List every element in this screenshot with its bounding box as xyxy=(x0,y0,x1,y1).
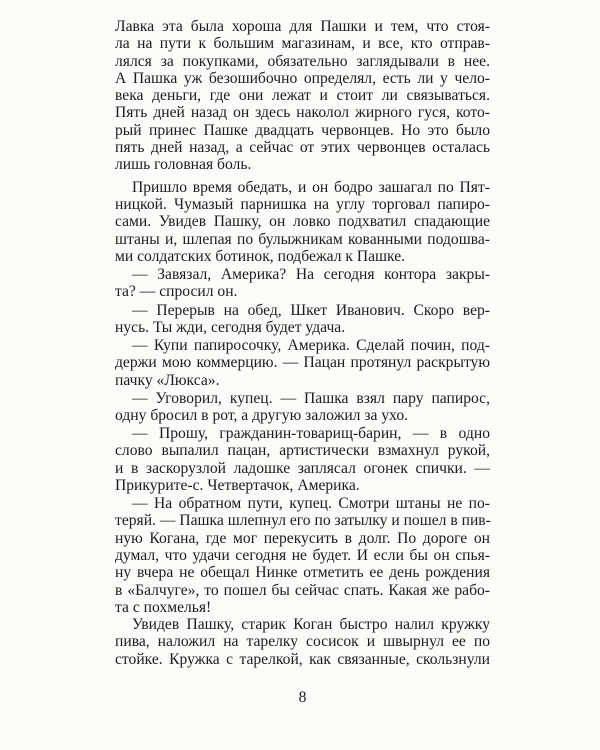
text-line: — Купи папиросочку, Америка. Сделай почин, под- xyxy=(132,336,490,354)
text-line: та с похмелья! xyxy=(115,598,212,616)
text-line: — Уговорил, купец. — Пашка взял пару папирос, xyxy=(132,389,490,407)
text-line: Прикурите-с. Четвертачок, Америка. xyxy=(115,477,360,494)
text-line: ну вчера не обещал Нинке отметить ее день рождения xyxy=(115,564,490,582)
text-line: пачку «Люкса». xyxy=(115,371,220,389)
text-line: Пять дней назад он здесь наколол жирного гуся, кото- xyxy=(115,104,490,122)
text-line: лялся за покупками, обязательно заглядывали в нее. xyxy=(115,52,490,70)
text-line: ми солдатских ботинок, подбежал к Пашке. xyxy=(115,247,406,265)
text-line: ную Когана, где мог перекусить в долг. По дороге он xyxy=(115,529,490,547)
text-line: стойке. Кружка с тарелкой, как связанные, скользнули xyxy=(115,650,490,668)
text-line: века деньги, где они лежат и стоит ли связываться. xyxy=(115,87,490,105)
text-line: рый принес Пашке двадцать червонцев. Но это было xyxy=(115,121,490,139)
text-line: — Завязал, Америка? На сегодня контора закры- xyxy=(132,266,490,284)
text-line: ла на пути к большим магазинам, и все, кто отправ- xyxy=(115,35,490,53)
text-line: ницкой. Чумазый парнишка на углу торговал папиро- xyxy=(115,196,490,214)
text-line: Лавка эта была хороша для Пашки и тем, что стоя- xyxy=(115,18,490,35)
text-line: штаны и, шлепая по булыжникам кованными подошва- xyxy=(115,230,490,248)
text-line: и в заскорузлой ладошке заплясал огонек спички. — xyxy=(115,459,490,477)
text-line: одну бросил в рот, а другую заложил за ухо. xyxy=(115,407,409,424)
text-line: в «Балчуге», то пошел бы сейчас спать. Какая же рабо- xyxy=(115,581,490,599)
text-line: — Прошу, гражданин-товарищ-барин, — в одно xyxy=(132,425,490,443)
text-line: Увидев Пашку, старик Коган быстро налил кружку xyxy=(132,616,490,634)
text-line: сами. Увидев Пашку, он ловко подхватил спадающие xyxy=(115,213,490,231)
page-number: 8 xyxy=(298,689,307,706)
text-line: — На обратном пути, купец. Смотри штаны не по- xyxy=(132,495,490,513)
text-line: нусь. Ты жди, сегодня будет удача. xyxy=(115,318,346,336)
text-line: А Пашка уж безошибочно определял, есть ли у чело- xyxy=(115,69,490,87)
text-line: — Перерыв на обед, Шкет Иванович. Скоро вер- xyxy=(132,301,490,319)
text-line: пива, наложил на тарелку сосисок и швырнул ее по xyxy=(115,633,490,651)
text-line: теряй. — Пашка шлепнул его по затылку и пошел в пив- xyxy=(115,512,491,530)
text-line: пять дней назад, а сейчас от этих червонцев осталась xyxy=(115,139,490,156)
text-line: держи мою коммерцию. — Пацан протянул раскрытую xyxy=(115,354,490,372)
text-line: Пришло время обедать, и он бодро зашагал по Пят- xyxy=(132,178,490,196)
text-line: лишь головная боль. xyxy=(115,156,252,174)
text-line: думал, что удачи сегодня не будет. И если бы он спья- xyxy=(115,547,490,564)
text-line: та? — спросил он. xyxy=(115,283,238,301)
book-page xyxy=(115,17,490,733)
text-line: слово выпалил пацан, артистически взмахнул рукой, xyxy=(115,442,490,460)
